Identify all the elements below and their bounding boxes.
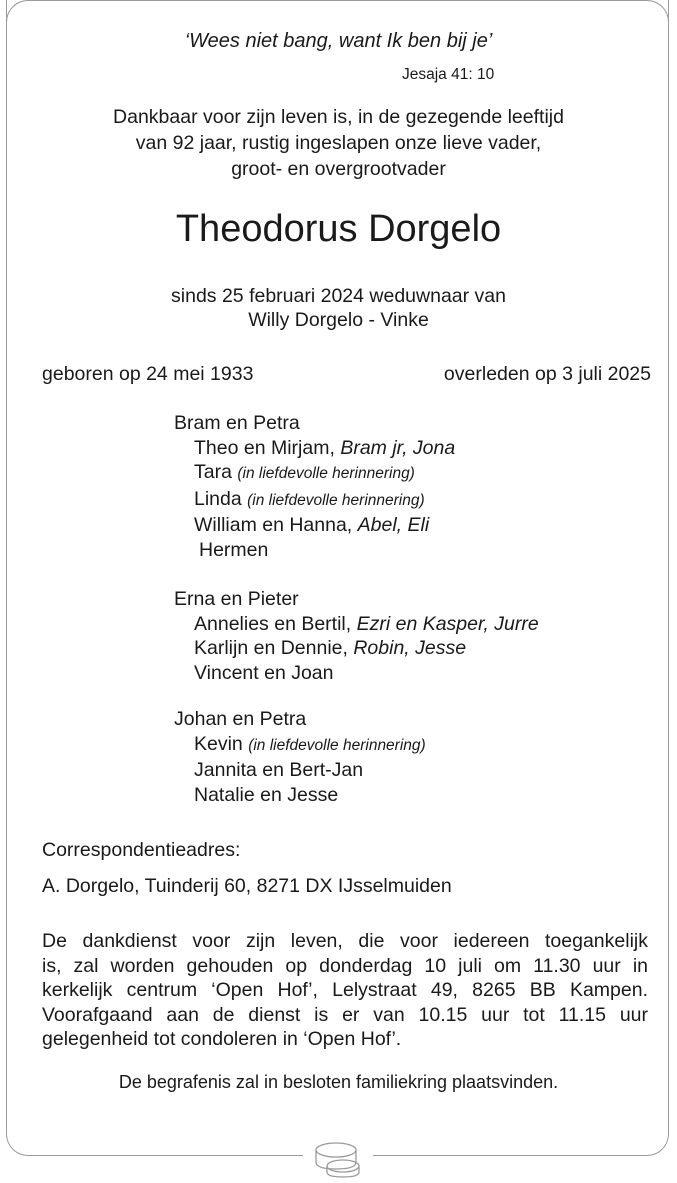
correspondence-address: A. Dorgelo, Tuinderij 60, 8271 DX IJsselmuiden: [42, 875, 452, 897]
service-line: De dankdienst voor zijn leven, die voor iedereen toegankelijk: [42, 930, 648, 952]
member-children: Ezri en Kasper, Jurre: [356, 612, 539, 635]
memorial-note: (in liefdevolle herinnering): [237, 465, 415, 482]
member-children: Robin, Jesse: [353, 637, 467, 659]
family-group: [0, 587, 539, 685]
bible-quote: ‘Wees niet bang, want Ik ben bij je’: [184, 30, 493, 52]
member-name: Natalie en Jesse: [194, 783, 339, 806]
ring-ornament-icon: [303, 1142, 373, 1178]
service-line: kerkelijk centrum ‘Open Hof’, Lelystraat 49, 8265 BB Kampen.: [42, 979, 648, 1001]
intro-line: van 92 jaar, rustig ingeslapen onze lieve vader,: [135, 132, 542, 154]
member-name: Tara: [194, 461, 238, 483]
card-top-border: [6, 0, 669, 22]
member-children: Bram jr, Jona: [340, 436, 456, 459]
service-line: gelegenheid tot condoleren in ‘Open Hof’.: [42, 1028, 402, 1050]
member-children: Abel, Eli: [357, 514, 430, 536]
spouse-name: Willy Dorgelo - Vinke: [248, 309, 429, 331]
member-name: Jannita en Bert-Jan: [194, 759, 364, 781]
widower-block: [0, 284, 677, 332]
family-member: [0, 758, 426, 783]
family-member: [0, 460, 455, 487]
family-member: [0, 612, 539, 637]
family-head: Johan en Petra: [174, 708, 307, 730]
service-line: is, zal worden gehouden op donderdag 10 juli om 11.30 uur in: [42, 954, 648, 977]
death-date: overleden op 3 juli 2025: [443, 363, 651, 385]
family-member: [0, 487, 455, 514]
member-name: Linda: [194, 487, 248, 510]
intro-text: [0, 104, 677, 182]
memorial-note: (in liefdevolle herinnering): [248, 736, 426, 754]
member-name: Karlijn en Dennie,: [194, 637, 354, 659]
intro-line: Dankbaar voor zijn leven is, in de gezegende leeftijd: [113, 106, 564, 128]
widower-line: sinds 25 februari 2024 weduwnaar van: [171, 285, 506, 307]
family-head: Bram en Petra: [174, 412, 300, 434]
member-name: Vincent en Joan: [194, 661, 334, 684]
intro-line: groot- en overgrootvader: [231, 158, 446, 180]
member-name: Kevin: [194, 732, 249, 755]
family-member: [0, 732, 426, 759]
member-name: Hermen: [199, 538, 269, 561]
service-line: Voorafgaand aan de dienst is er van 10.15 uur tot 11.15 uur: [42, 1003, 648, 1026]
family-head: Erna en Pieter: [174, 588, 299, 610]
birth-date: geboren op 24 mei 1933: [42, 363, 254, 385]
memorial-note: (in liefdevolle herinnering): [247, 491, 425, 509]
correspondence-label: Correspondentieadres:: [42, 839, 241, 861]
family-member: [0, 661, 539, 686]
family-group: [0, 707, 426, 807]
family-member: [0, 636, 539, 661]
member-name: Theo en Mirjam,: [194, 436, 341, 459]
family-member: [0, 513, 455, 538]
member-name: William en Hanna,: [194, 514, 358, 536]
service-text: [42, 929, 648, 1052]
family-member: [0, 783, 426, 808]
deceased-name: Theodorus Dorgelo: [175, 208, 502, 250]
member-name: Annelies en Bertil,: [194, 612, 357, 635]
funeral-note: De begrafenis zal in besloten familiekring plaatsvinden.: [118, 1072, 559, 1092]
family-member: [0, 436, 455, 461]
quote-reference: Jesaja 41: 10: [402, 66, 495, 83]
family-member: [0, 538, 455, 563]
family-group: [0, 411, 455, 562]
